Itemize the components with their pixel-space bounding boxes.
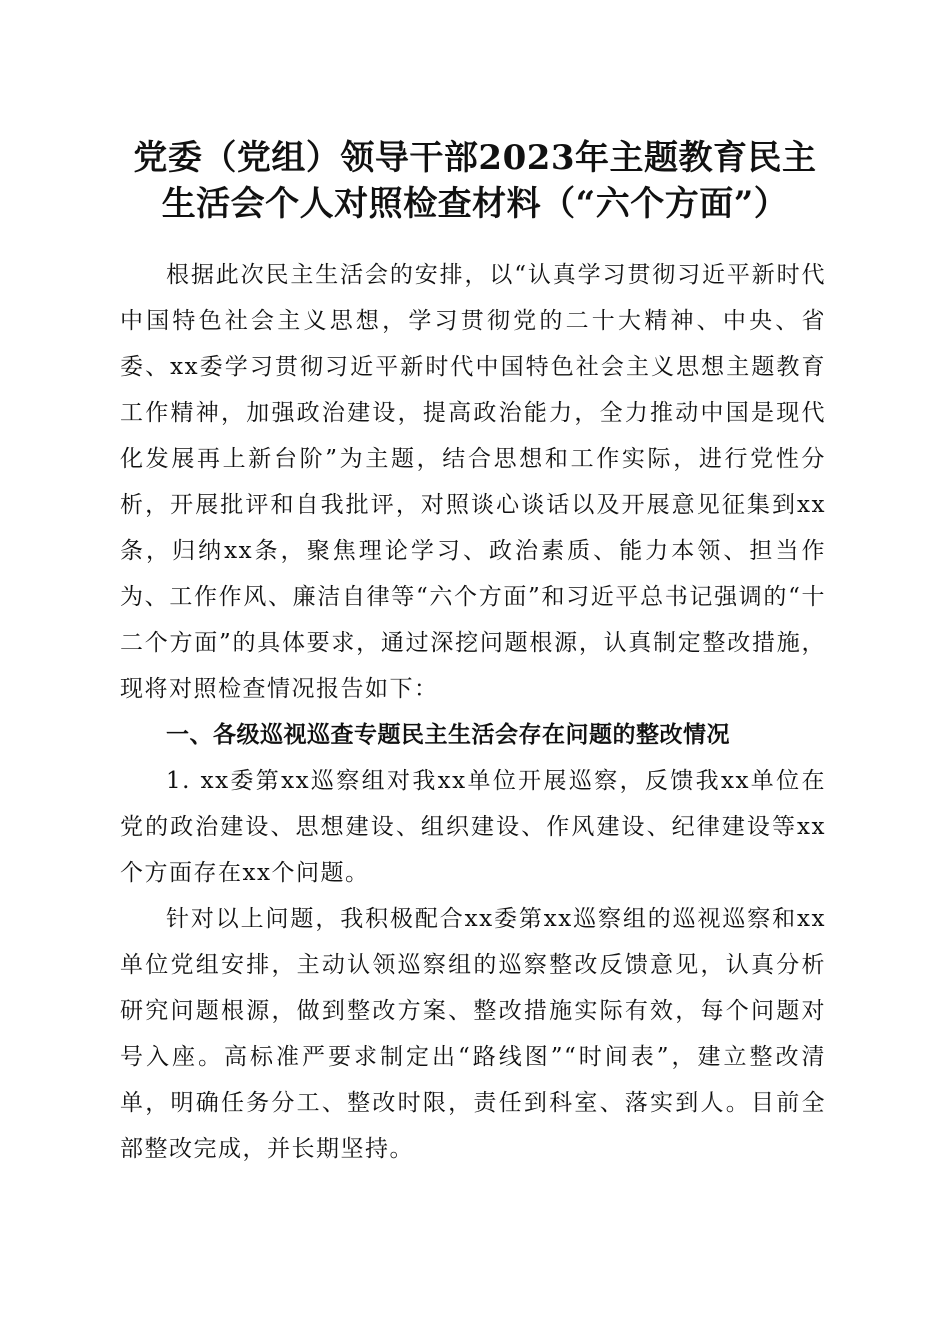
response-paragraph: 针对以上问题，我积极配合xx委第xx巡察组的巡视巡察和xx单位党组安排，主动认领巡察组的巡察整改反馈意见，认真分析研究问题根源，做到整改方案、整改措施实际有效，每个问题对号入座。高标准严要求制定出“路线图”“时间表”，建立整改清单，明确任务分工、整改时限，责任到科室、落实到人。目前全部整改完成，并长期坚持。 xyxy=(120,906,826,1162)
title-line-2: 生活会个人对照检查材料（“六个方面”） xyxy=(161,184,789,224)
item-paragraph: 1. xx委第xx巡察组对我xx单位开展巡察，反馈我xx单位在党的政治建设、思想建设、组织建设、作风建设、纪律建设等xx个方面存在xx个问题。 xyxy=(120,768,826,886)
intro-paragraph: 根据此次民主生活会的安排，以“认真学习贯彻习近平新时代中国特色社会主义思想，学习贯彻党的二十大精神、中央、省委、xx委学习贯彻习近平新时代中国特色社会主义思想主题教育工作精神，加强政治建设，提高政治能力，全力推动中国是现代化发展再上新台阶”为主题，结合思想和工作实际，进行党性分析，开展批评和自我批评，对照谈心谈话以及开展意见征集到xx条，归纳xx条，聚焦理论学习、政治素质、能力本领、担当作为、工作作风、廉洁自律等“六个方面”和习近平总书记强调的“十二个方面”的具体要求，通过深挖问题根源，认真制定整改措施，现将对照检查情况报告如下： xyxy=(120,262,826,702)
title-line-1: 党委（党组）领导干部2023年主题教育民主 xyxy=(133,138,817,178)
document-body xyxy=(120,252,826,1172)
document-title xyxy=(110,135,840,227)
section-heading: 一、各级巡视巡查专题民主生活会存在问题的整改情况 xyxy=(166,722,730,748)
